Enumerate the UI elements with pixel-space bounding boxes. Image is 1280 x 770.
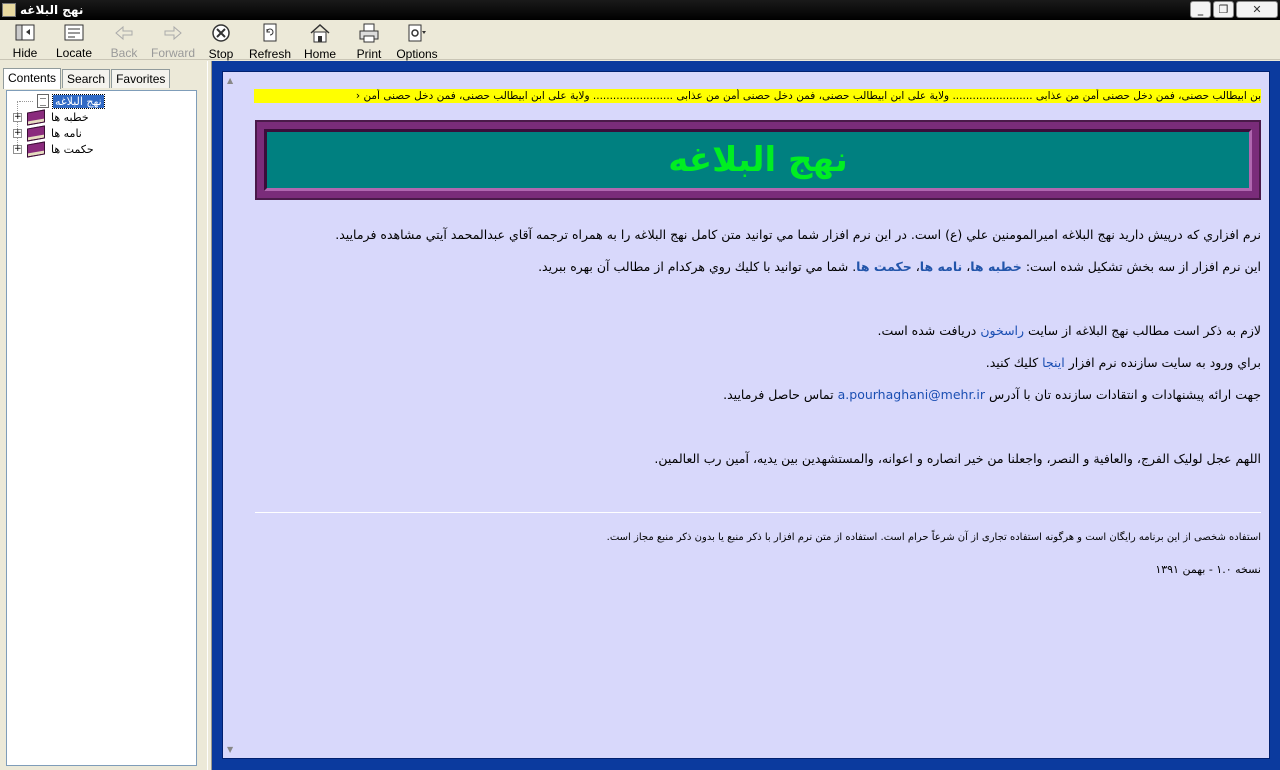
expand-icon[interactable]: + <box>14 111 22 122</box>
home-button[interactable]: Home <box>296 20 344 60</box>
back-arrow-icon <box>113 23 135 42</box>
expand-icon[interactable]: + <box>14 143 22 154</box>
stop-icon <box>210 23 232 43</box>
book-icon <box>27 125 45 141</box>
link-letters[interactable]: نامه ها <box>919 259 963 274</box>
tab-contents[interactable]: Contents <box>3 68 61 89</box>
link-sermons[interactable]: خطبه ها <box>970 259 1022 274</box>
navigation-pane <box>0 61 207 770</box>
tree-item-sermons[interactable] <box>7 109 91 125</box>
print-button[interactable]: Print <box>344 20 394 60</box>
source-paragraph: لازم به ذکر است مطالب نهج البلاغه از سایت راسخون دریافت شده است. <box>877 323 1261 338</box>
options-icon <box>406 23 428 43</box>
tree-item-sayings[interactable] <box>7 141 96 157</box>
developer-paragraph: براي ورود به سايت سازنده نرم افزار اينجا كليك كنيد. <box>985 355 1261 370</box>
vertical-scrollbar[interactable] <box>223 72 241 758</box>
tree-item-label: خطبه ها <box>51 110 89 124</box>
book-icon <box>27 109 45 125</box>
usage-notice: استفاده شخصی از این برنامه رایگان است و هرگونه استفاده تجاری از آن شرعاً حرام است. استفاده از متن نرم افزار با ذکر منبع یا بدون ذکر منبع مجاز است. <box>606 532 1261 543</box>
link-rasekhoon[interactable]: راسخون <box>980 323 1025 338</box>
page-icon <box>37 94 49 108</box>
marquee-text: بن ابیطالب حصنی، فمن دخل حصنی أمن من عذابی ........................ ولایة علی ابن ابیطالب حصنی، فمن دخل حصنی أمن من عذابی ........................ ولایة علی ابن ابیطالب حصنی، فمن دخل حصنی أمن ‹ <box>254 89 1261 103</box>
hide-button[interactable]: Hide <box>2 20 48 60</box>
restore-button[interactable]: ❐ <box>1213 1 1234 18</box>
tab-favorites[interactable]: Favorites <box>111 69 170 88</box>
toolbar <box>0 20 1280 60</box>
tree-item-label: نامه ها <box>51 126 82 140</box>
minimize-button[interactable]: _ <box>1190 1 1211 18</box>
scroll-down-icon[interactable]: ▼ <box>227 745 234 754</box>
content-frame <box>212 61 1280 770</box>
tree-item-letters[interactable] <box>7 125 84 141</box>
link-sayings[interactable]: حكمت ها <box>856 259 912 274</box>
stop-button[interactable]: Stop <box>198 20 244 60</box>
tree-item-label: نهج البلاغه <box>55 94 102 108</box>
sections-paragraph: اين نرم افزار از سه بخش تشكيل شده است: خطبه ها، نامه ها، حكمت ها. شما مي توانيد با كليك روي هركدام از مطالب آن بهره ببريد. <box>538 259 1261 274</box>
tree-item-label: حکمت ها <box>51 142 94 156</box>
window-title: نهج البلاغه <box>20 3 84 17</box>
hide-icon <box>14 23 36 42</box>
refresh-button[interactable]: Refresh <box>244 20 296 60</box>
locate-button[interactable]: Locate <box>48 20 100 60</box>
print-icon <box>358 23 380 43</box>
options-button[interactable]: Options <box>394 20 440 60</box>
intro-paragraph: نرم افزاري كه درپيش داريد نهج البلاغه اميرالمومنين علي (ع) است. در اين نرم افزار شما مي توانيد متن كامل نهج البلاغه را به همراه ترجمه آقاي عبدالمحمد آيتي مشاهده فرماييد. <box>335 227 1261 242</box>
content-page <box>241 72 1269 758</box>
prayer-paragraph: اللهم عجل لوليک الفرج، والعافية و النصر، واجعلنا من خير انصاره و اعوانه، والمستشهدين بين يديه، آمين رب العالمين. <box>654 451 1261 466</box>
app-icon <box>2 3 16 17</box>
locate-icon <box>63 23 85 42</box>
tab-search[interactable]: Search <box>62 69 110 88</box>
title-banner <box>255 120 1261 200</box>
email-link[interactable]: a.pourhaghani@mehr.ir <box>837 387 986 402</box>
book-icon <box>27 141 45 157</box>
home-icon <box>309 23 331 43</box>
forward-button[interactable]: Forward <box>148 20 198 60</box>
refresh-icon <box>259 23 281 43</box>
contact-paragraph: جهت ارائه پيشنهادات و انتقادات سازنده تان با آدرس a.pourhaghani@mehr.ir تماس حاصل فرماييد. <box>723 387 1261 402</box>
nav-tabs <box>3 68 171 88</box>
forward-arrow-icon <box>162 23 184 42</box>
tree-item-home[interactable] <box>19 93 104 109</box>
back-button[interactable]: Back <box>100 20 148 60</box>
version-text: نسخه ۱.۰ - بهمن ۱۳۹۱ <box>1155 563 1261 576</box>
scroll-up-icon[interactable]: ▲ <box>227 76 234 85</box>
close-button[interactable]: ✕ <box>1236 1 1278 18</box>
expand-icon[interactable]: + <box>14 127 22 138</box>
title-bar <box>0 0 1280 20</box>
divider <box>255 512 1261 513</box>
link-here[interactable]: اينجا <box>1042 355 1065 370</box>
contents-tree <box>6 90 197 766</box>
banner-title: نهج البلاغه <box>668 140 848 180</box>
